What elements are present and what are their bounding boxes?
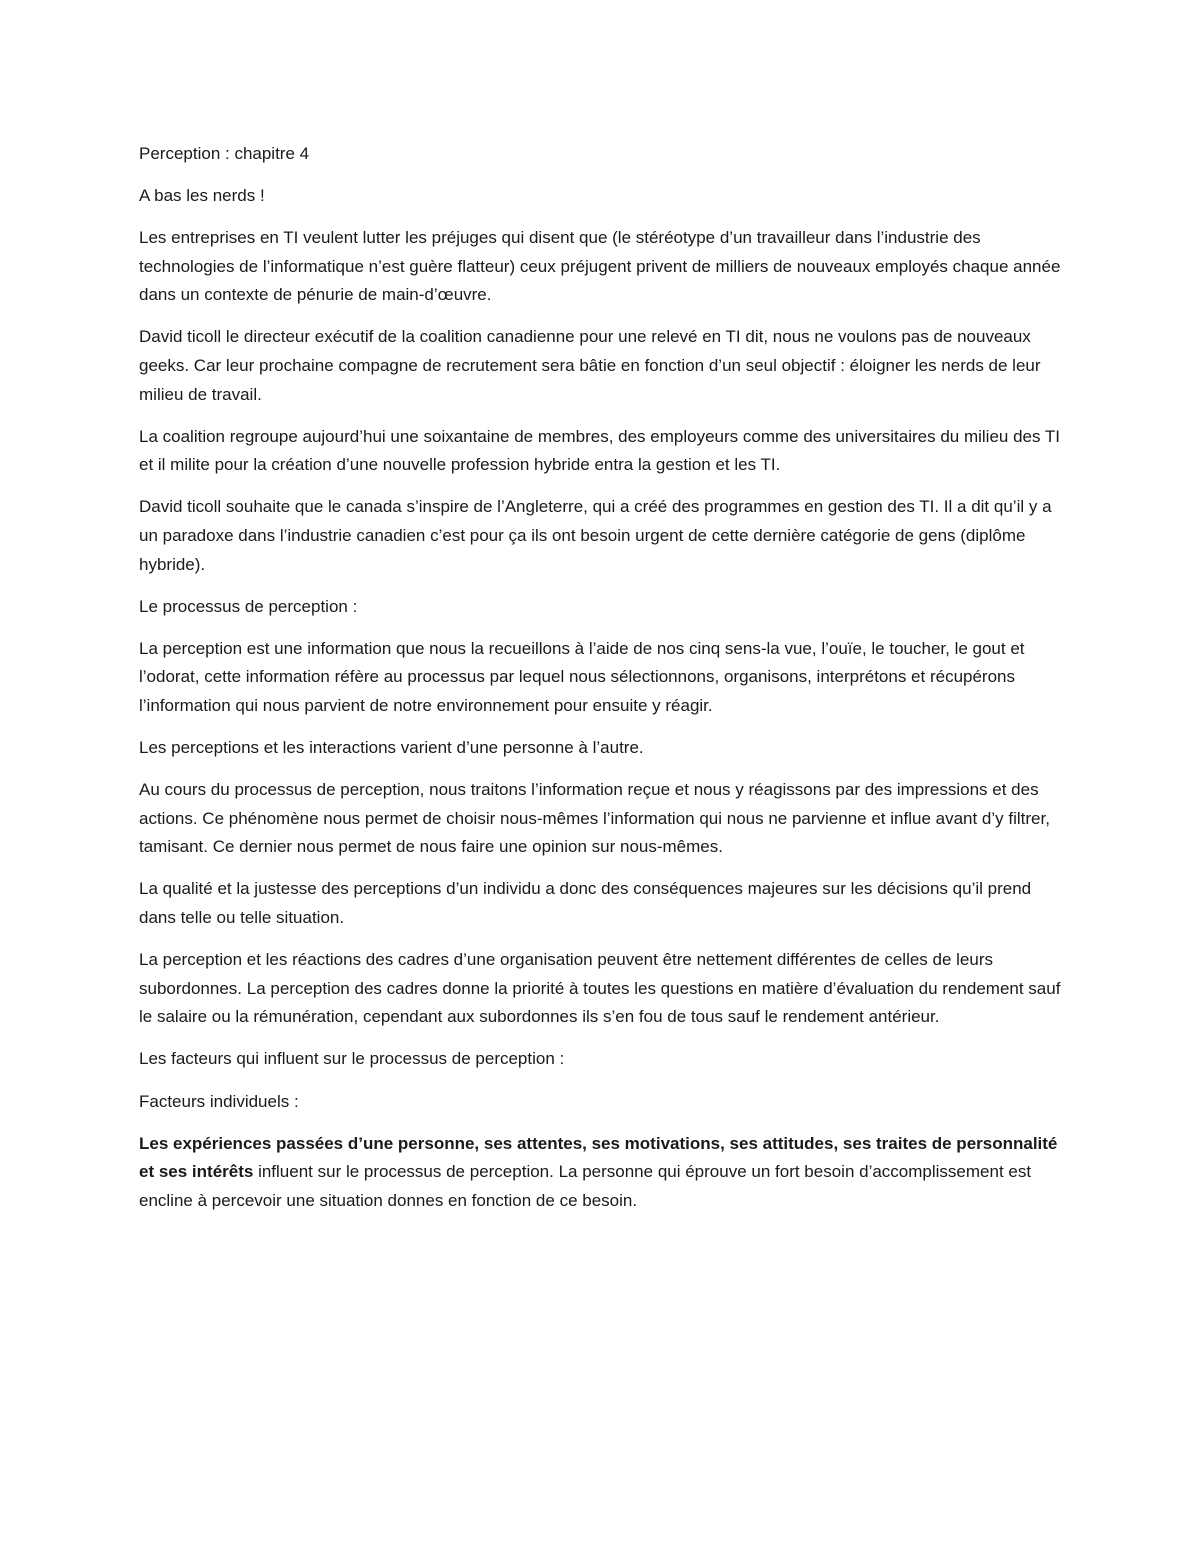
paragraph-last xyxy=(139,1130,1064,1216)
section-heading-perception-process: Le processus de perception : xyxy=(139,596,358,616)
paragraph-4: David ticoll souhaite que le canada s’inspire de l’Angleterre, qui a créé des programmes en gestion des TI. Il a dit qu’il y a un paradoxe dans l’industrie canadien c’est pour ça ils ont besoin urgent de cette dernière catégorie de gens (diplôme hybride). xyxy=(139,497,1052,574)
document-page xyxy=(139,140,1064,1229)
section-heading-individual-factors: Facteurs individuels : xyxy=(139,1091,299,1111)
paragraph-2: David ticoll le directeur exécutif de la coalition canadienne pour une relevé en TI dit, nous ne voulons pas de nouveaux geeks. Car leur prochaine compagne de recrutement sera bâtie en fonction d’un seul objectif : éloigner les nerds de leur milieu de travail. xyxy=(139,327,1041,404)
paragraph-3: La coalition regroupe aujourd’hui une soixantaine de membres, des employeurs comme des universitaires du milieu des TI et il milite pour la création d’une nouvelle profession hybride entra la gestion et les TI. xyxy=(139,426,1061,475)
paragraph-8: La qualité et la justesse des perceptions d’un individu a donc des conséquences majeures sur les décisions qu’il prend dans telle ou telle situation. xyxy=(139,879,1032,928)
paragraph-7: Au cours du processus de perception, nous traitons l’information reçue et nous y réagissons par des impressions et des actions. Ce phénomène nous permet de choisir nous-mêmes l’information qui nous ne parvienne et influe avant d’y filtrer, tamisant. Ce dernier nous permet de nous faire une opinion sur nous-mêmes. xyxy=(139,780,1050,857)
regular-text: influent sur le processus de perception. La personne qui éprouve un fort besoin d’accomplissement est encline à percevoir une situation donnes en fonction de ce besoin. xyxy=(139,1162,1032,1210)
section-heading-factors: Les facteurs qui influent sur le processus de perception : xyxy=(139,1049,565,1069)
paragraph-6: Les perceptions et les interactions varient d’une personne à l’autre. xyxy=(139,738,644,758)
paragraph-9: La perception et les réactions des cadres d’une organisation peuvent être nettement différentes de celles de leurs subordonnes. La perception des cadres donne la priorité à toutes les questions en matière d’évaluation du rendement sauf le salaire ou la rémunération, cependant aux subordonnes ils s’en fou de tous sauf le rendement antérieur. xyxy=(139,950,1061,1027)
document-title: Perception : chapitre 4 xyxy=(139,144,310,163)
paragraph-5: La perception est une information que nous la recueillons à l’aide de nos cinq sens-la vue, l’ouïe, le toucher, le gout et l’odorat, cette information réfère au processus par lequel nous sélectionnons, organisons, interprétons et récupérons l’information qui nous parvient de notre environnement pour ensuite y réagir. xyxy=(139,638,1025,715)
paragraph-1: Les entreprises en TI veulent lutter les préjuges qui disent que (le stéréotype d’un travailleur dans l’industrie des technologies de l’informatique n’est guère flatteur) ceux préjugent privent de milliers de nouveaux employés chaque année dans un contexte de pénurie de main-d’œuvre. xyxy=(139,228,1061,305)
bold-text: Les expériences passées d’une personne, ses attentes, ses motivations, ses attitudes, ses traites de personnalité et ses intérêts xyxy=(139,1133,1058,1182)
document-subtitle: A bas les nerds ! xyxy=(139,186,265,206)
